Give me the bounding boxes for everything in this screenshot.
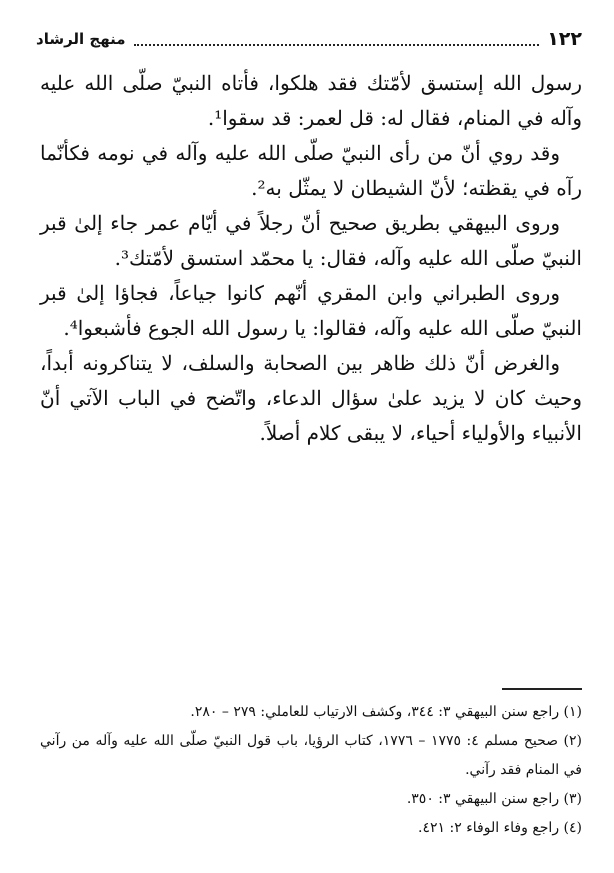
footnote-separator bbox=[502, 688, 582, 690]
paragraph: والغرض أنّ ذلك ظاهر بين الصحابة والسلف، لا يتناكرونه أبداً، وحيث كان لا يزيد علىٰ سؤال الدعاء، واتّضح في الباب الآتي أنّ الأنبياء والأولياء أحياء، لا يبقى كلام أصلاً. bbox=[40, 351, 582, 445]
paragraph: رسول الله إستسق لأمّتك فقد هلكوا، فأتاه النبيّ صلّى الله عليه وآله في المنام، فقال له: قل لعمر: قد سقوا¹. bbox=[40, 71, 582, 130]
paragraph: وقد روي أنّ من رأى النبيّ صلّى الله عليه وآله في نومه فكأنّما رآه في يقظته؛ لأنّ الشيطان لا يمثّل به². bbox=[40, 141, 582, 200]
footnote: (١) راجع سنن البيهقي ٣: ٣٤٤، وكشف الارتياب للعاملي: ٢٧٩ – ٢٨٠. bbox=[190, 704, 582, 720]
page-header bbox=[36, 26, 582, 52]
footnote: (٣) راجع سنن البيهقي ٣: ٣٥٠. bbox=[406, 791, 582, 807]
footnote: (٤) راجع وفاء الوفاء ٢: ٤٢١. bbox=[418, 820, 582, 836]
header-dot-leader bbox=[134, 32, 540, 46]
paragraph: وروى البيهقي بطريق صحيح أنّ رجلاً في أيّام عمر جاء إلىٰ قبر النبيّ صلّى الله عليه وآله، فقال: يا محمّد استسق لأمّتك³. bbox=[40, 211, 582, 270]
footnote: (٢) صحيح مسلم ٤: ١٧٧٥ – ١٧٧٦، كتاب الرؤيا، باب قول النبيّ صلّى الله عليه وآله من رآني في المنام فقد رآني. bbox=[40, 733, 583, 778]
footnotes bbox=[40, 698, 582, 843]
running-title: منهج الرشاد bbox=[36, 30, 126, 48]
page-number: ١٢٢ bbox=[547, 28, 582, 50]
main-text bbox=[40, 66, 582, 451]
paragraph: وروى الطبراني وابن المقري أنّهم كانوا جياعاً، فجاؤا إلىٰ قبر النبيّ صلّى الله عليه وآله، فقالوا: يا رسول الله الجوع فأشبعوا⁴. bbox=[40, 281, 582, 340]
